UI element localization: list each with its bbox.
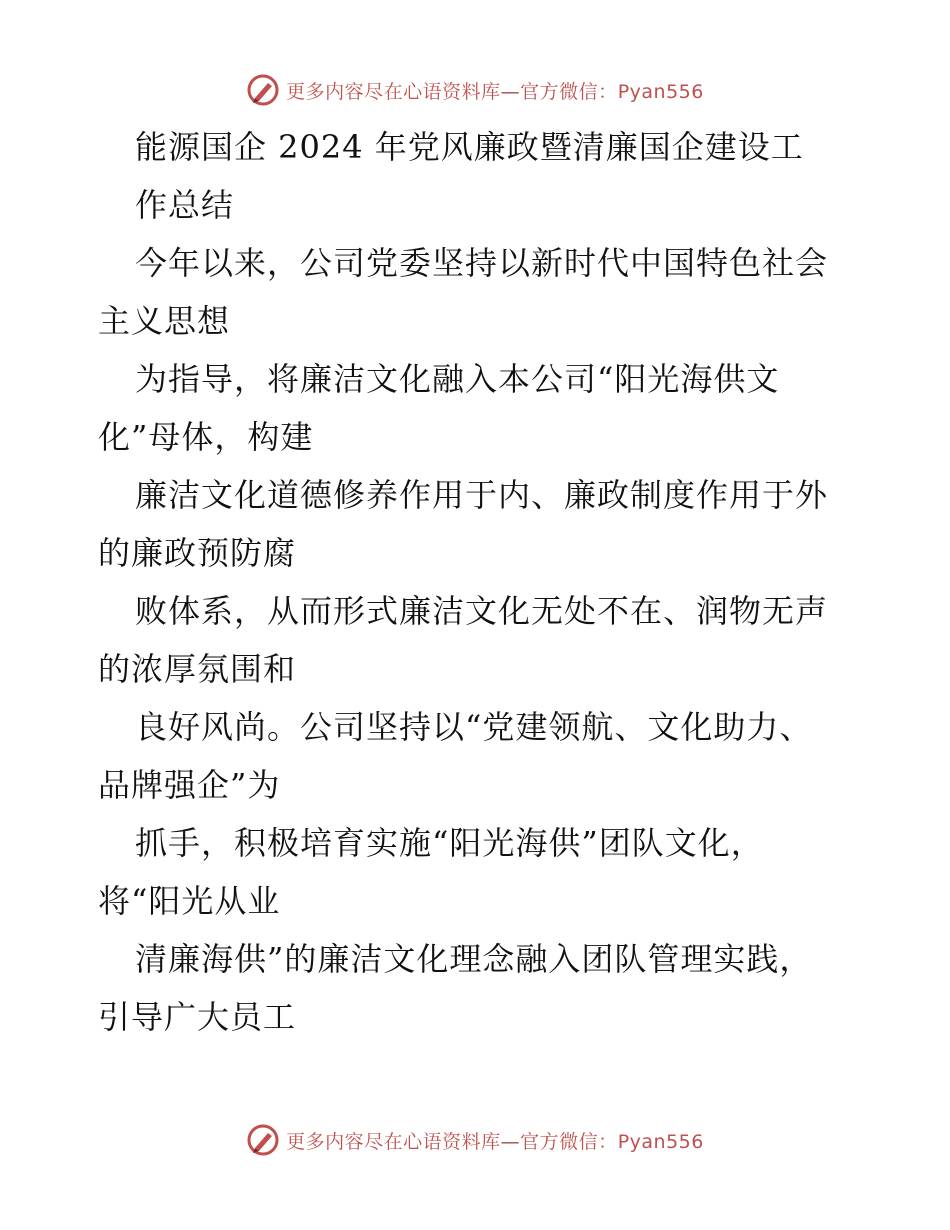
body-line: 今年以来，公司党委坚持以新时代中国特色社会	[135, 244, 829, 282]
banner-site-text: 更多内容尽在心语资料库	[286, 1130, 501, 1153]
title-line-1: 能源国企 2024 年党风廉政暨清廉国企建设工	[135, 128, 804, 166]
body-line: 的廉政预防腐	[98, 534, 297, 572]
banner-wechat-id: Pyan556	[617, 80, 704, 103]
header-banner	[0, 70, 950, 110]
banner-wechat-label: 官方微信：	[520, 1130, 618, 1153]
banner-separator: —	[500, 80, 521, 103]
body-line: 廉洁文化道德修养作用于内、廉政制度作用于外	[135, 476, 829, 514]
banner-wechat-label: 官方微信：	[520, 80, 618, 103]
pen-logo-icon	[246, 73, 280, 107]
body-line: 主义思想	[98, 302, 231, 340]
banner-separator: —	[500, 1130, 521, 1153]
body-line: 良好风尚。公司坚持以“党建领航、文化助力、	[135, 708, 813, 746]
body-line: 化”母体，构建	[98, 418, 314, 456]
body-line: 抓手，积极培育实施“阳光海供”团队文化，	[135, 824, 764, 862]
body-line: 败体系，从而形式廉洁文化无处不在、润物无声	[135, 592, 829, 630]
pen-logo-icon	[246, 1123, 280, 1157]
body-line: 将“阳光从业	[98, 882, 281, 920]
body-line: 清廉海供”的廉洁文化理念融入团队管理实践，	[135, 940, 813, 978]
footer-banner	[0, 1120, 950, 1160]
body-line: 品牌强企”为	[98, 766, 281, 804]
banner-wechat-id: Pyan556	[617, 1130, 704, 1153]
body-line: 为指导，将廉洁文化融入本公司“阳光海供文	[135, 360, 780, 398]
banner-site-text: 更多内容尽在心语资料库	[286, 80, 501, 103]
title-line-2: 作总结	[135, 186, 235, 224]
body-line: 引导广大员工	[98, 998, 297, 1036]
body-line: 的浓厚氛围和	[98, 650, 297, 688]
